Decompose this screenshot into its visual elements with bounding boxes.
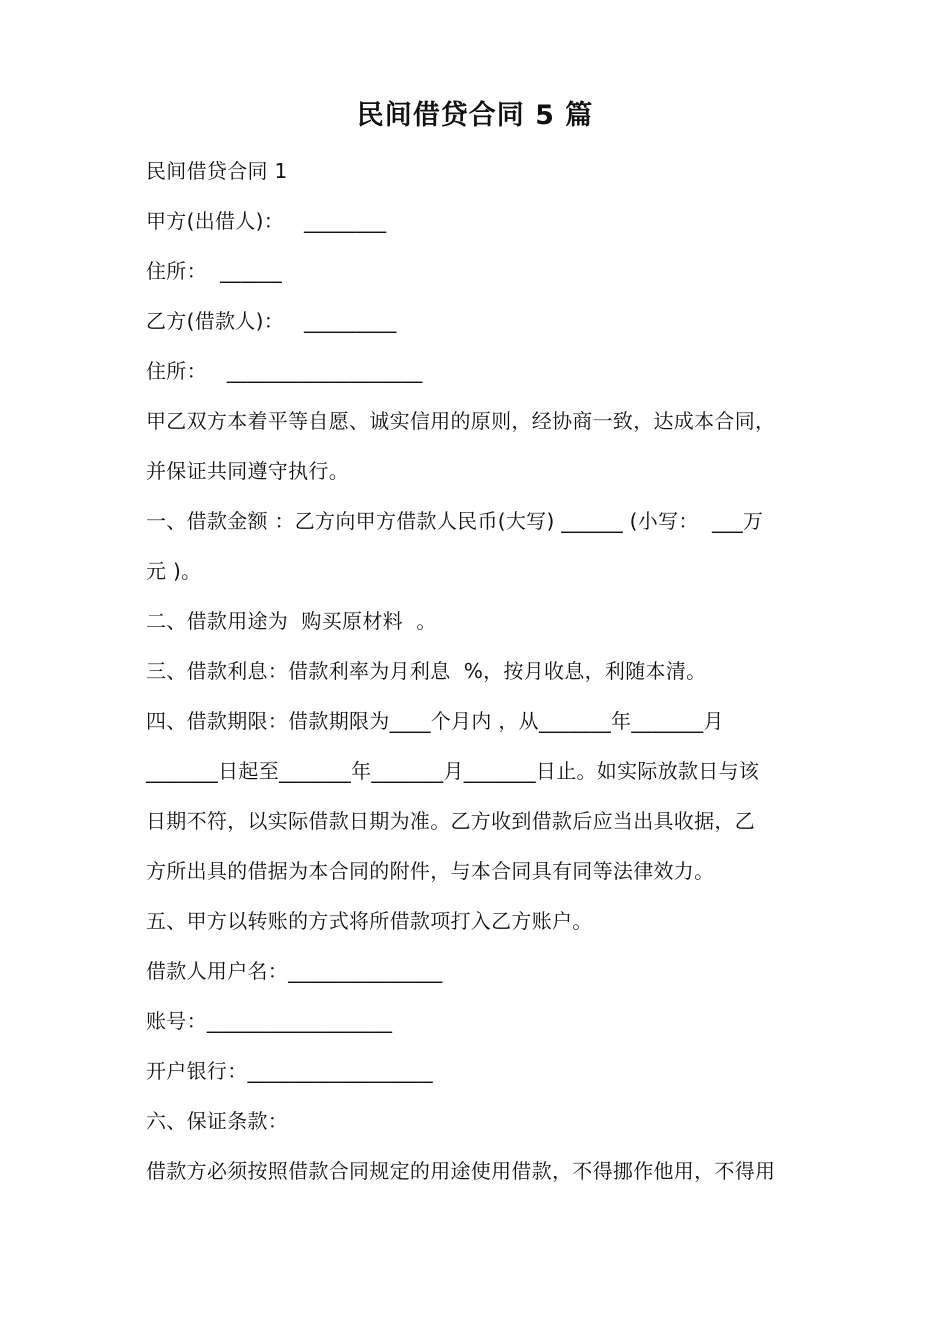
borrower-line: 乙方(借款人)： _________ — [146, 309, 397, 333]
clause-4-line-3: 日期不符，以实际借款日期为准。乙方收到借款后应当出具收据，乙 — [146, 809, 755, 833]
document-title: 民间借贷合同 5 篇 — [356, 100, 594, 131]
clause-1-line-1: 一、借款金额 ：乙方向甲方借款人民币(大写) ______ (小写： ___万 — [146, 509, 764, 533]
account-name-line: 借款人用户名：_______________ — [146, 959, 443, 983]
preamble-line-2: 并保证共同遵守执行。 — [146, 459, 349, 483]
clause-3-line: 三、借款利息：借款利率为月利息 %，按月收息，利随本清。 — [146, 659, 707, 683]
lender-address-line: 住所： ______ — [146, 259, 283, 283]
clause-4-line-2: _______日起至_______年_______月_______日止。如实际放款日与该 — [146, 759, 760, 783]
preamble-line-1: 甲乙双方本着平等自愿、诚实信用的原则，经协商一致，达成本合同， — [146, 409, 776, 433]
account-number-line: 账号：__________________ — [146, 1009, 393, 1033]
clause-6-line-1: 借款方必须按照借款合同规定的用途使用借款，不得挪作他用，不得用 — [146, 1159, 776, 1183]
clause-4-line-4: 方所出具的借据为本合同的附件，与本合同具有同等法律效力。 — [146, 859, 715, 883]
clause-4-line-1: 四、借款期限：借款期限为____个月内 ，从_______年_______月 — [146, 709, 724, 733]
clause-5-line: 五、甲方以转账的方式将所借款项打入乙方账户。 — [146, 909, 593, 933]
clause-2-line: 二、借款用途为 购买原材料 。 — [146, 609, 437, 633]
lender-line: 甲方(出借人)： ________ — [146, 209, 387, 233]
bank-line: 开户银行：__________________ — [146, 1059, 433, 1083]
clause-1-line-2: 元 )。 — [146, 559, 202, 583]
subtitle-line: 民间借贷合同 1 — [146, 159, 288, 183]
borrower-address-line: 住所： ___________________ — [146, 359, 423, 383]
clause-6-heading: 六、保证条款： — [146, 1109, 289, 1133]
